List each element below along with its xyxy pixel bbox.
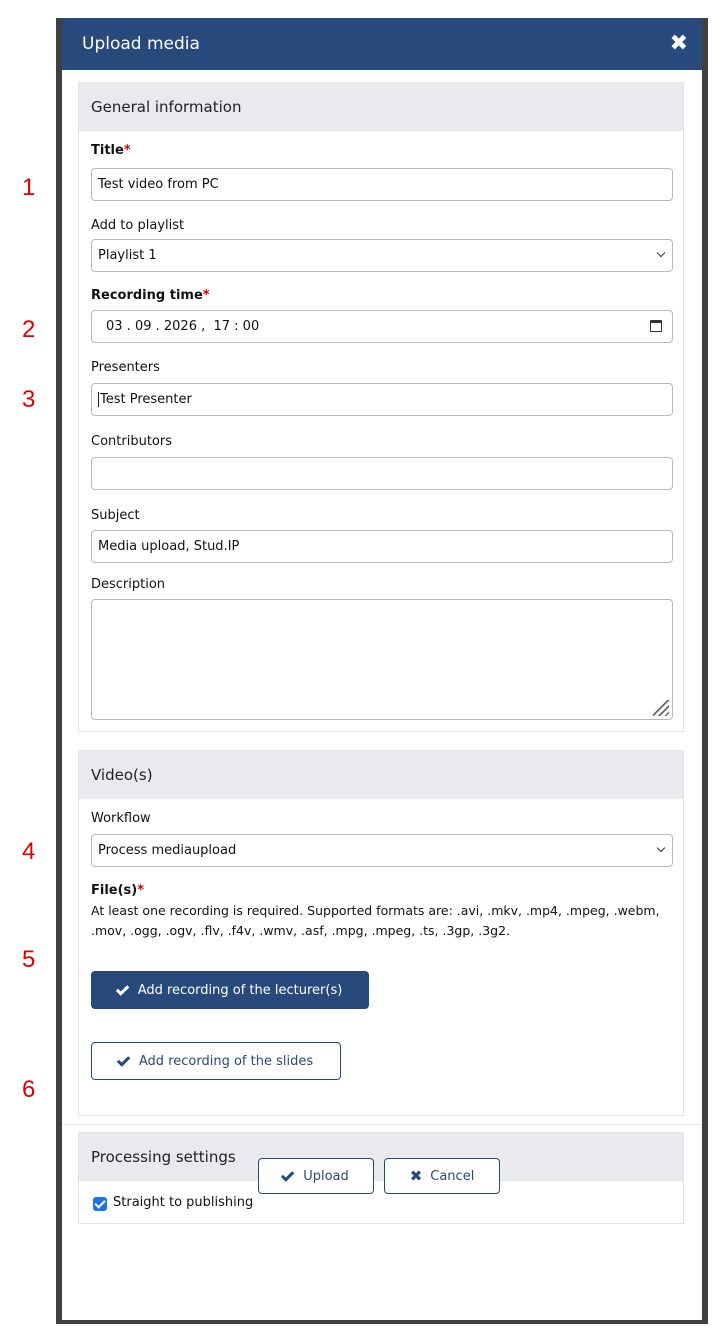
recording-time-input[interactable]: 03 . 09 . 2026 , 17 : 00 xyxy=(91,310,673,343)
text-caret xyxy=(98,392,99,407)
videos-section xyxy=(78,750,684,1116)
add-lecturer-recording-button[interactable]: Add recording of the lecturer(s) xyxy=(91,971,369,1009)
playlist-select[interactable]: Playlist 1 xyxy=(91,239,673,272)
presenters-label: Presenters xyxy=(91,360,160,375)
presenters-input[interactable]: Test Presenter xyxy=(91,383,673,416)
dialog-title: Upload media xyxy=(82,34,200,54)
publish-label[interactable]: Straight to publishing xyxy=(113,1195,254,1210)
chevron-down-icon xyxy=(657,844,665,852)
annotation-4: 4 xyxy=(22,838,36,865)
cancel-button[interactable]: ✖ Cancel xyxy=(384,1158,500,1194)
check-icon xyxy=(116,982,129,995)
playlist-label: Add to playlist xyxy=(91,218,185,233)
check-icon xyxy=(281,1168,294,1181)
recording-time-label: Recording time* xyxy=(91,288,210,303)
publish-checkbox[interactable] xyxy=(93,1197,107,1211)
footer-divider xyxy=(62,1124,702,1125)
upload-button[interactable]: Upload xyxy=(258,1158,374,1194)
upload-media-dialog xyxy=(56,18,708,1324)
processing-settings-legend: Processing settings xyxy=(79,1133,683,1181)
workflow-select[interactable]: Process mediaupload xyxy=(91,834,673,867)
check-icon xyxy=(117,1053,130,1066)
videos-legend: Video(s) xyxy=(79,751,683,799)
files-label: File(s)* xyxy=(91,883,145,898)
close-icon: ✖ xyxy=(409,1166,423,1185)
subject-input[interactable]: Media upload, Stud.IP xyxy=(91,530,673,563)
general-information-section xyxy=(78,82,684,732)
description-label: Description xyxy=(91,577,166,592)
annotation-1: 1 xyxy=(22,174,36,201)
general-information-legend: General information xyxy=(79,83,683,131)
resize-grip-icon[interactable] xyxy=(653,700,669,716)
annotation-5: 5 xyxy=(22,946,36,973)
annotation-2: 2 xyxy=(22,316,36,343)
annotation-3: 3 xyxy=(22,386,36,413)
contributors-input[interactable] xyxy=(91,457,673,490)
calendar-icon[interactable] xyxy=(650,320,662,332)
processing-settings-section xyxy=(78,1132,684,1224)
contributors-label: Contributors xyxy=(91,434,172,449)
workflow-label: Workflow xyxy=(91,811,151,826)
annotation-6: 6 xyxy=(22,1076,36,1103)
subject-label: Subject xyxy=(91,508,140,523)
title-input[interactable]: Test video from PC xyxy=(91,168,673,201)
description-textarea[interactable] xyxy=(91,599,673,720)
title-label: Title* xyxy=(91,143,131,158)
dialog-titlebar xyxy=(62,18,702,70)
files-help-text: At least one recording is required. Supported formats are: .avi, .mkv, .mp4, .mpeg, .webm, .mov, .ogg, .ogv, .flv, .f4v, .wmv, .asf, .mpg, .mpeg, .ts, .3gp, .3g2. xyxy=(91,903,660,938)
add-slides-recording-button[interactable]: Add recording of the slides xyxy=(91,1042,341,1080)
close-icon[interactable]: ✖ xyxy=(669,31,688,56)
chevron-down-icon xyxy=(657,249,665,257)
